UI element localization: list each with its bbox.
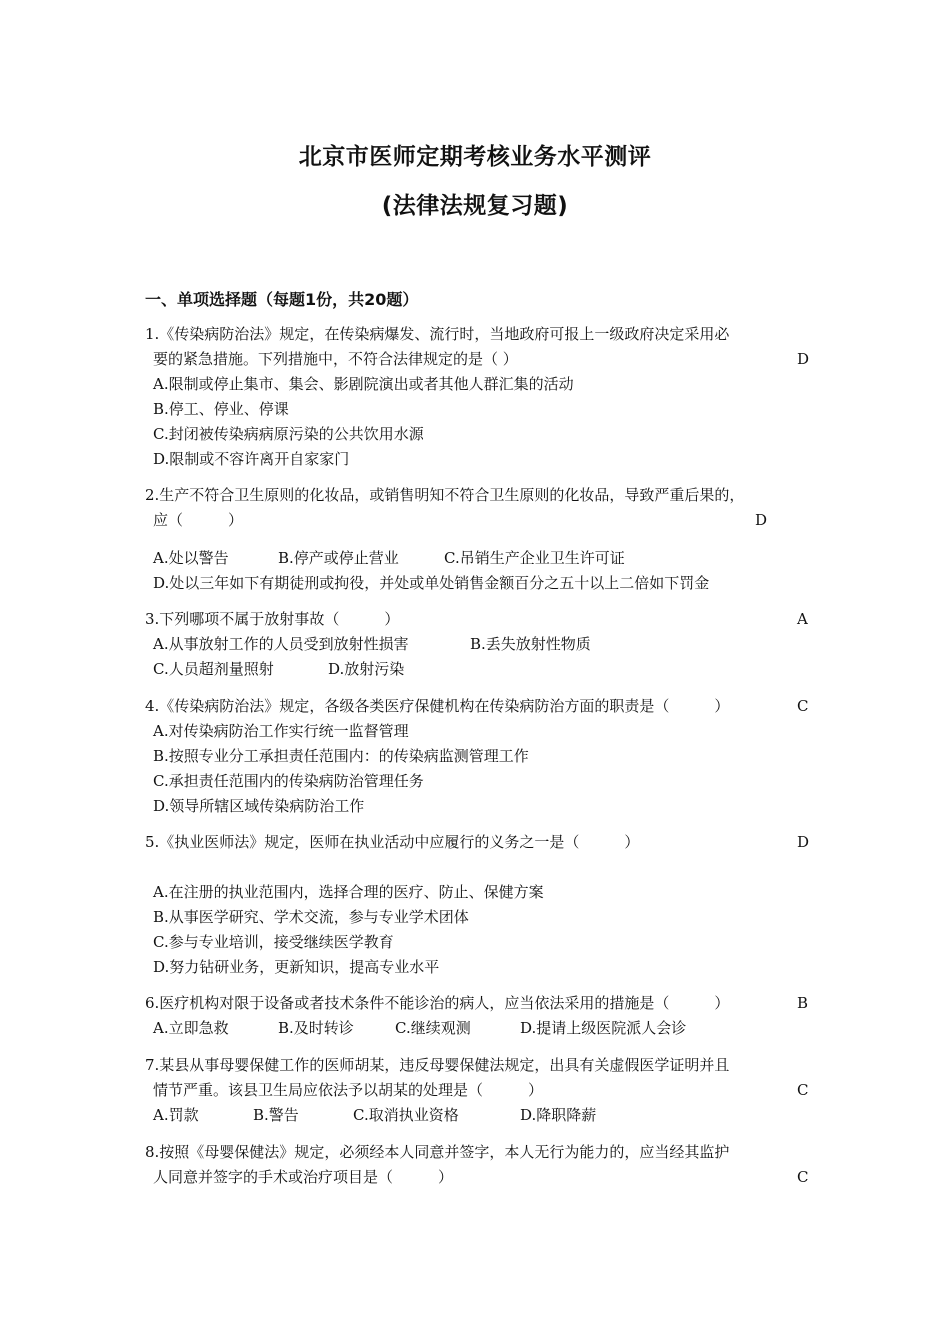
question-stem: 8.按照《母婴保健法》规定，必须经本人同意并签字，本人无行为能力的，应当经其监护 bbox=[145, 1143, 730, 1161]
option-c: C.参与专业培训，接受继续医学教育 bbox=[153, 933, 394, 951]
option-a: A.从事放射工作的人员受到放射性损害 bbox=[153, 635, 409, 653]
option-d: D.降职降薪 bbox=[520, 1106, 597, 1124]
answer-key: D bbox=[797, 833, 810, 851]
question-1 bbox=[145, 322, 810, 472]
option-c: C.继续观测 bbox=[395, 1019, 471, 1037]
option-b: B.从事医学研究、学术交流，参与专业学术团体 bbox=[153, 908, 469, 926]
question-4 bbox=[145, 694, 810, 819]
option-a: A.在注册的执业范围内，选择合理的医疗、防止、保健方案 bbox=[153, 883, 544, 901]
question-stem: 人同意并签字的手术或治疗项目是（ ） bbox=[153, 1168, 454, 1186]
question-2 bbox=[145, 483, 810, 596]
question-3 bbox=[145, 607, 810, 682]
answer-key: B bbox=[797, 994, 809, 1012]
question-5 bbox=[145, 830, 810, 980]
option-b: B.停工、停业、停课 bbox=[153, 400, 289, 418]
answer-key: C bbox=[797, 1168, 809, 1186]
answer-key: A bbox=[797, 610, 808, 628]
question-stem: 6.医疗机构对限于设备或者技术条件不能诊治的病人，应当依法采用的措施是（ ） bbox=[145, 994, 730, 1012]
answer-key: D bbox=[755, 511, 768, 529]
option-c: C.取消执业资格 bbox=[353, 1106, 459, 1124]
option-d: D.努力钻研业务，更新知识，提高专业水平 bbox=[153, 958, 440, 976]
option-b: B.按照专业分工承担责任范围内：的传染病监测管理工作 bbox=[153, 747, 529, 765]
answer-key: D bbox=[797, 350, 810, 368]
option-c: C.吊销生产企业卫生许可证 bbox=[444, 549, 625, 567]
option-a: A.罚款 bbox=[153, 1106, 199, 1124]
option-a: A.处以警告 bbox=[153, 549, 229, 567]
question-stem: 7.某县从事母婴保健工作的医师胡某，违反母婴保健法规定，出具有关虚假医学证明并且 bbox=[145, 1056, 730, 1074]
answer-key: C bbox=[797, 1081, 809, 1099]
option-d: D.限制或不容许离开自家家门 bbox=[153, 450, 350, 468]
option-c: C.人员超剂量照射 bbox=[153, 660, 274, 678]
question-stem: 5.《执业医师法》规定，医师在执业活动中应履行的义务之一是（ ） bbox=[145, 833, 640, 851]
option-d: D.提请上级医院派人会诊 bbox=[520, 1019, 687, 1037]
question-stem: 应（ ） bbox=[153, 511, 244, 529]
option-a: A.立即急救 bbox=[153, 1019, 229, 1037]
answer-key: C bbox=[797, 697, 809, 715]
question-6 bbox=[145, 991, 810, 1041]
option-d: D.领导所辖区域传染病防治工作 bbox=[153, 797, 365, 815]
option-c: C.封闭被传染病病原污染的公共饮用水源 bbox=[153, 425, 424, 443]
option-d: D.处以三年如下有期徒刑或拘役，并处或单处销售金额百分之五十以上二倍如下罚金 bbox=[153, 574, 710, 592]
option-a: A.对传染病防治工作实行统一监督管理 bbox=[153, 722, 409, 740]
option-b: B.警告 bbox=[253, 1106, 299, 1124]
document-subtitle: (法律法规复习题) bbox=[381, 193, 569, 219]
question-stem: 4.《传染病防治法》规定，各级各类医疗保健机构在传染病防治方面的职责是（ ） bbox=[145, 697, 730, 715]
question-stem: 3.下列哪项不属于放射事故（ ） bbox=[145, 610, 400, 628]
option-b: B.丢失放射性物质 bbox=[470, 635, 591, 653]
question-stem: 2.生产不符合卫生原则的化妆品，或销售明知不符合卫生原则的化妆品，导致严重后果的， bbox=[145, 486, 745, 504]
question-stem: 1.《传染病防治法》规定，在传染病爆发、流行时，当地政府可报上一级政府决定采用必 bbox=[145, 325, 730, 343]
question-stem: 要的紧急措施。下列措施中，不符合法律规定的是（ ） bbox=[153, 350, 518, 368]
option-d: D.放射污染 bbox=[328, 660, 405, 678]
question-8 bbox=[145, 1140, 810, 1190]
section-heading: 一、单项选择题（每题1份，共20题） bbox=[145, 290, 419, 309]
question-stem: 情节严重。该县卫生局应依法予以胡某的处理是（ ） bbox=[153, 1081, 544, 1099]
question-7 bbox=[145, 1053, 810, 1128]
option-c: C.承担责任范围内的传染病防治管理任务 bbox=[153, 772, 424, 790]
document-title: 北京市医师定期考核业务水平测评 bbox=[298, 144, 652, 170]
option-b: B.及时转诊 bbox=[278, 1019, 354, 1037]
option-b: B.停产或停止营业 bbox=[278, 549, 399, 567]
option-a: A.限制或停止集市、集会、影剧院演出或者其他人群汇集的活动 bbox=[153, 375, 574, 393]
